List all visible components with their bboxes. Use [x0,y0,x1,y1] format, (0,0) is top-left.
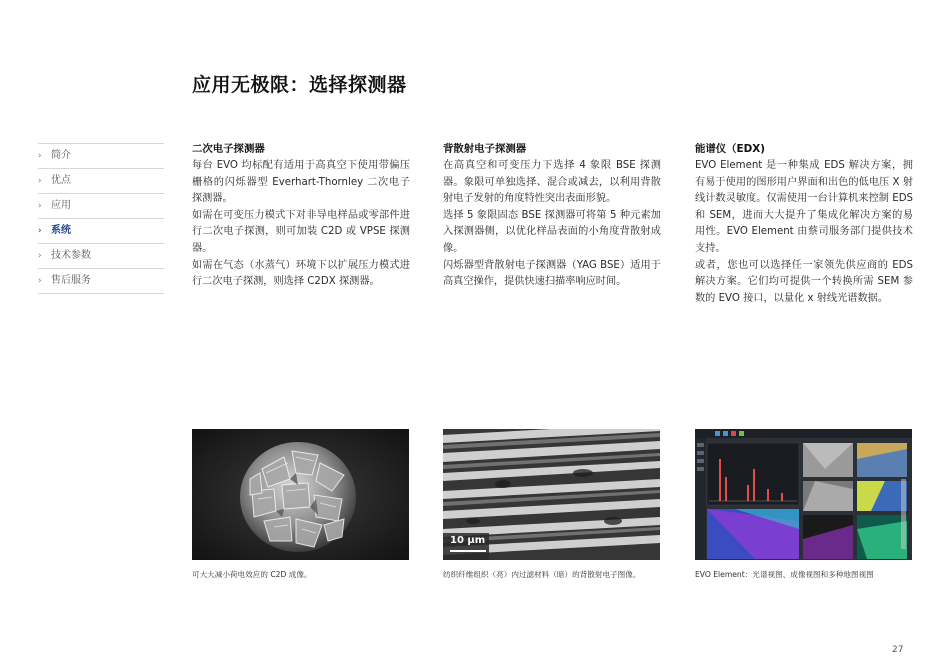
column-paragraph: 在高真空和可变压力下选择 4 象限 BSE 探测器。象限可单独选择、混合或减去，以利用背散射电子发射的角度特性突出表面形貌。 [443,160,661,205]
column-paragraph: 闪烁器型背散射电子探测器（YAG BSE）适用于高真空操作，提供快速扫描率响应时间。 [443,259,661,288]
page-title: 应用无极限：选择探测器 [192,74,407,96]
chevron-right-icon: › [38,226,42,236]
chevron-right-icon: › [38,176,42,186]
column-se-detector [192,141,410,291]
figure-caption: 纺织纤维组织（亮）内过滤材料（暗）的背散射电子图像。 [443,570,641,579]
column-paragraph: EVO Element 是一种集成 EDS 解决方案，拥有易于使用的图形用户界面和出色的低电压 X 射线计数灵敏度。仅需使用一台计算机来控制 EDS 和 SEM，进而大大提升了集成化解决方案的易用性。EVO Element 由蔡司服务部门提供技术支持。 [695,160,913,254]
bse-fiber-image [443,429,660,560]
nav-item-system[interactable] [38,218,164,243]
chevron-right-icon: › [38,201,42,211]
column-edx [695,141,913,307]
nav-item-specs[interactable] [38,243,164,268]
nav-item-service[interactable] [38,268,164,294]
chevron-right-icon: › [38,151,42,161]
crystal-cluster-graphic [192,429,409,560]
column-heading: 能谱仪（EDX) [695,143,766,155]
nav-item-applications[interactable] [38,193,164,218]
column-heading: 二次电子探测器 [192,143,265,155]
nav-item-label: 技术参数 [51,250,91,261]
sem-crystal-image [192,429,409,560]
nav-item-label: 应用 [51,200,71,211]
figure-caption: EVO Element：光谱视图、成像视图和多种地图视图 [695,570,874,579]
page-number: 27 [892,645,904,655]
evo-element-screenshot [695,429,912,560]
column-paragraph: 选择 5 象限固态 BSE 探测器可将第 5 种元素加入探测器侧，以优化样品表面的小角度背散射成像。 [443,209,661,254]
nav-item-label: 优点 [51,175,71,186]
column-paragraph: 如需在可变压力模式下对非导电样品或零部件进行二次电子探测，则可加装 C2D 或 VPSE 探测器。 [192,209,410,254]
column-paragraph: 每台 EVO 均标配有适用于高真空下使用带偏压栅格的闪烁器型 Everhart-Thornley 二次电子探测器。 [192,160,410,205]
nav-item-label: 简介 [51,150,71,161]
figure-caption: 可大大减小荷电效应的 C2D 成像。 [192,570,312,579]
nav-item-label: 系统 [51,225,71,236]
nav-item-advantages[interactable] [38,168,164,193]
nav-item-label: 售后服务 [51,275,91,286]
chevron-right-icon: › [38,276,42,286]
section-nav [38,143,164,294]
software-ui-graphic [695,429,912,560]
scale-bar-label: 10 µm [450,535,486,546]
column-heading: 背散射电子探测器 [443,143,527,155]
column-paragraph: 或者，您也可以选择任一家领先供应商的 EDS 解决方案。它们均可提供一个转换所需 SEM 参数的 EVO 接口，以量化 x 射线光谱数据。 [695,259,913,304]
column-bse-detector [443,141,661,291]
nav-item-intro[interactable] [38,143,164,168]
column-paragraph: 如需在气态（水蒸气）环境下以扩展压力模式进行二次电子探测，则选择 C2DX 探测器。 [192,259,410,288]
chevron-right-icon: › [38,251,42,261]
